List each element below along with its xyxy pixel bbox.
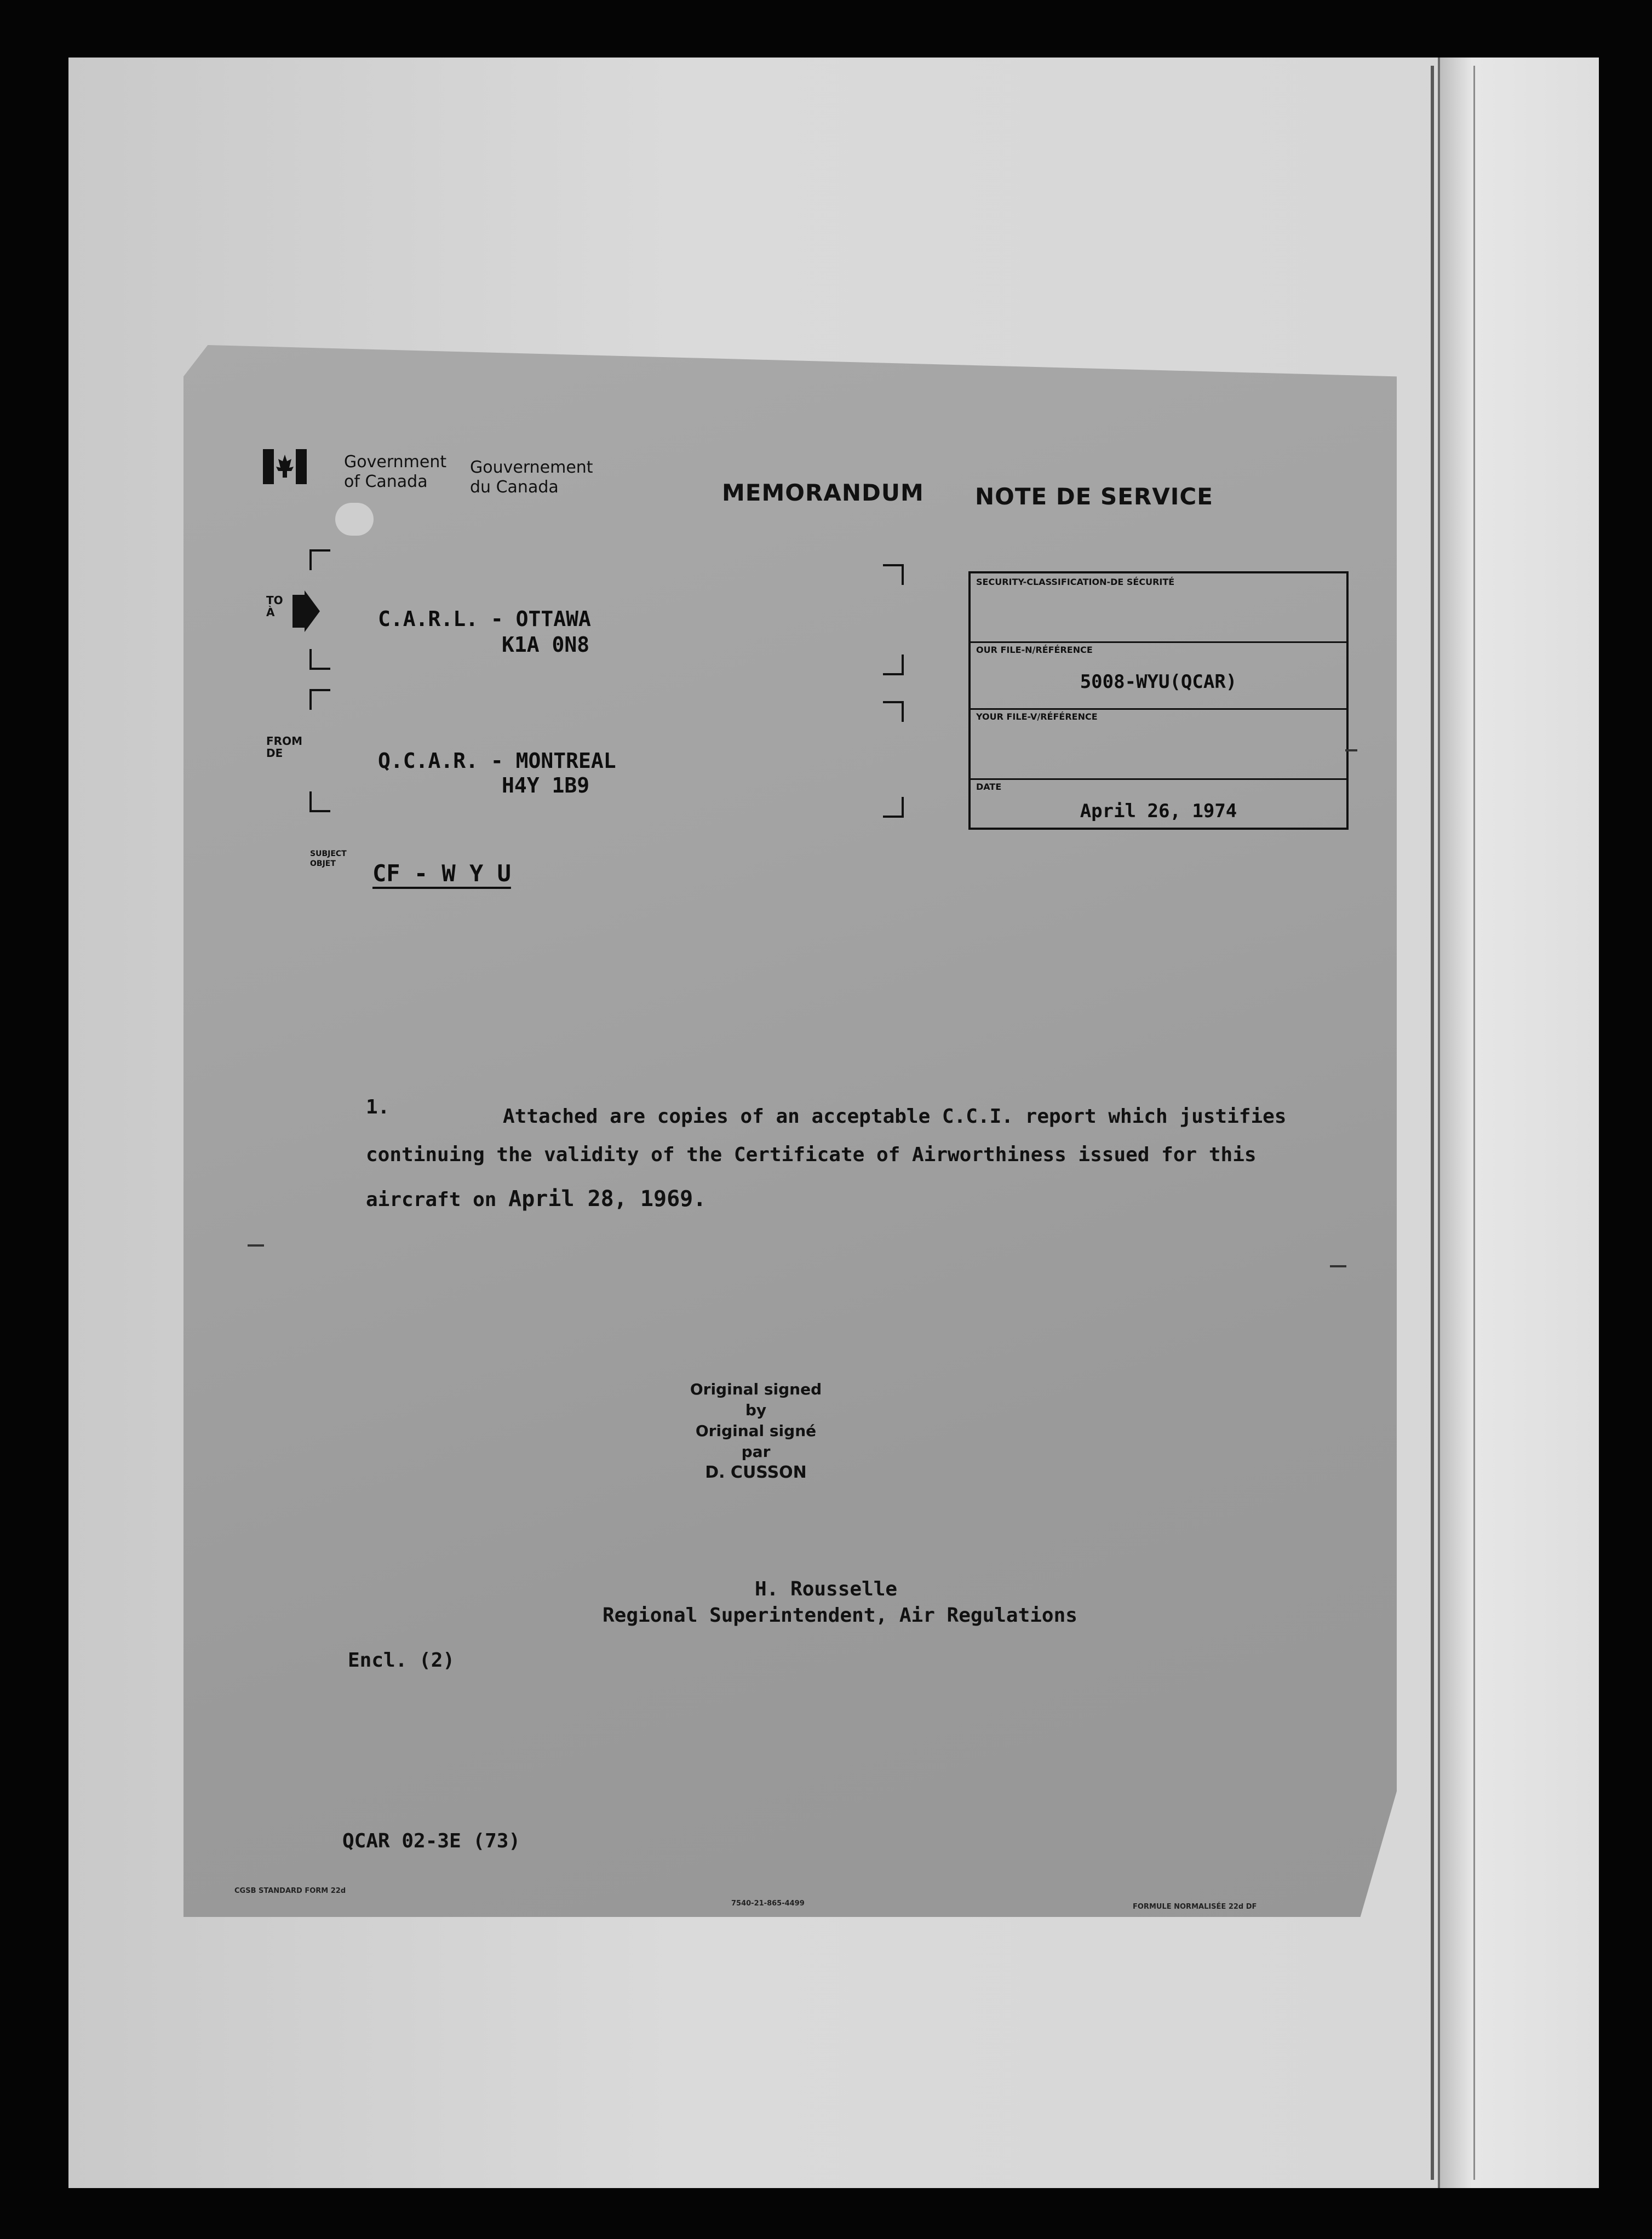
subject-value: CF - W Y U <box>372 860 511 887</box>
from-label-fr: DE <box>266 747 283 760</box>
subject-label <box>310 849 347 869</box>
enclosure-note: Encl. (2) <box>348 1649 455 1672</box>
to-bracket-top-right <box>883 564 904 585</box>
from-line1: Q.C.A.R. - MONTREAL <box>378 749 616 773</box>
signature-stamp <box>679 1379 833 1483</box>
our-file-row <box>971 641 1346 710</box>
body-line3 <box>366 1180 706 1219</box>
signer-name: H. Rousselle <box>755 1578 898 1600</box>
page-edge-shadow <box>1431 66 1434 2180</box>
body-line3-prefix: aircraft on <box>366 1189 497 1211</box>
punch-hole-mark <box>335 503 374 536</box>
adjacent-page-strip <box>1438 58 1599 2188</box>
to-bracket-bottom-right <box>883 655 904 675</box>
footer-center: 7540-21-865-4499 <box>731 1899 805 1908</box>
form-code: QCAR 02-3E (73) <box>342 1830 521 1852</box>
our-file-value: 5008-WYU(QCAR) <box>1080 671 1237 693</box>
to-line2: K1A 0N8 <box>502 633 590 657</box>
from-bracket-bottom-right <box>883 797 904 818</box>
from-bracket-top <box>309 689 330 710</box>
date-value: April 26, 1974 <box>1080 800 1237 822</box>
reference-box <box>968 571 1349 830</box>
your-file-label: YOUR FILE-V/RÉFÉRENCE <box>976 711 1098 722</box>
margin-tick-right-upper <box>1345 749 1357 751</box>
body-line2: continuing the validity of the Certificate of Airworthiness issued for this <box>366 1144 1257 1166</box>
gov-name-en <box>344 452 446 492</box>
stamp-line2: Original signé par <box>695 1422 817 1461</box>
body-line3-date: April 28, 1969. <box>508 1186 707 1212</box>
margin-tick-right <box>1330 1265 1346 1267</box>
footer-right: FORMULE NORMALISÉE 22d DF <box>1133 1903 1257 1911</box>
canada-flag-icon <box>263 449 307 484</box>
gov-fr-line2: du Canada <box>470 478 559 497</box>
to-label-fr: À <box>266 606 275 619</box>
to-arrow-icon <box>292 590 320 632</box>
margin-tick-left <box>248 1244 264 1247</box>
to-bracket-top <box>309 549 330 570</box>
paragraph-number: 1. <box>366 1096 390 1118</box>
to-label <box>266 594 283 618</box>
date-label: DATE <box>976 782 1002 792</box>
subject-label-en: SUBJECT <box>310 849 347 858</box>
title-note-de-service: NOTE DE SERVICE <box>975 483 1213 510</box>
footer-left: CGSB STANDARD FORM 22d <box>234 1887 346 1895</box>
security-label: SECURITY-CLASSIFICATION-DE SÉCURITÉ <box>976 577 1175 587</box>
from-bracket-top-right <box>883 701 904 722</box>
stamp-line1: Original signed by <box>690 1380 822 1419</box>
subject-label-fr: OBJET <box>310 859 336 868</box>
signer-title: Regional Superintendent, Air Regulations <box>603 1604 1077 1627</box>
from-label <box>266 735 302 759</box>
date-row <box>971 778 1346 825</box>
gov-en-line2: of Canada <box>344 472 428 491</box>
title-memorandum: MEMORANDUM <box>722 479 924 506</box>
to-label-en: TO <box>266 594 283 607</box>
gov-name-fr <box>470 458 593 497</box>
security-row <box>971 573 1346 643</box>
gov-en-line1: Government <box>344 452 447 472</box>
from-bracket-bottom <box>309 791 330 812</box>
gov-fr-line1: Gouvernement <box>470 458 593 477</box>
stamp-line3: D. CUSSON <box>705 1463 807 1482</box>
our-file-label: OUR FILE-N/RÉFÉRENCE <box>976 645 1093 655</box>
body-line1: Attached are copies of an acceptable C.C.I. report which justifies <box>503 1105 1287 1128</box>
to-bracket-bottom <box>309 649 330 670</box>
your-file-row <box>971 708 1346 780</box>
from-label-en: FROM <box>266 734 302 748</box>
page-fold-line <box>1473 66 1475 2180</box>
to-line1: C.A.R.L. - OTTAWA <box>378 607 591 631</box>
from-line2: H4Y 1B9 <box>502 773 590 797</box>
